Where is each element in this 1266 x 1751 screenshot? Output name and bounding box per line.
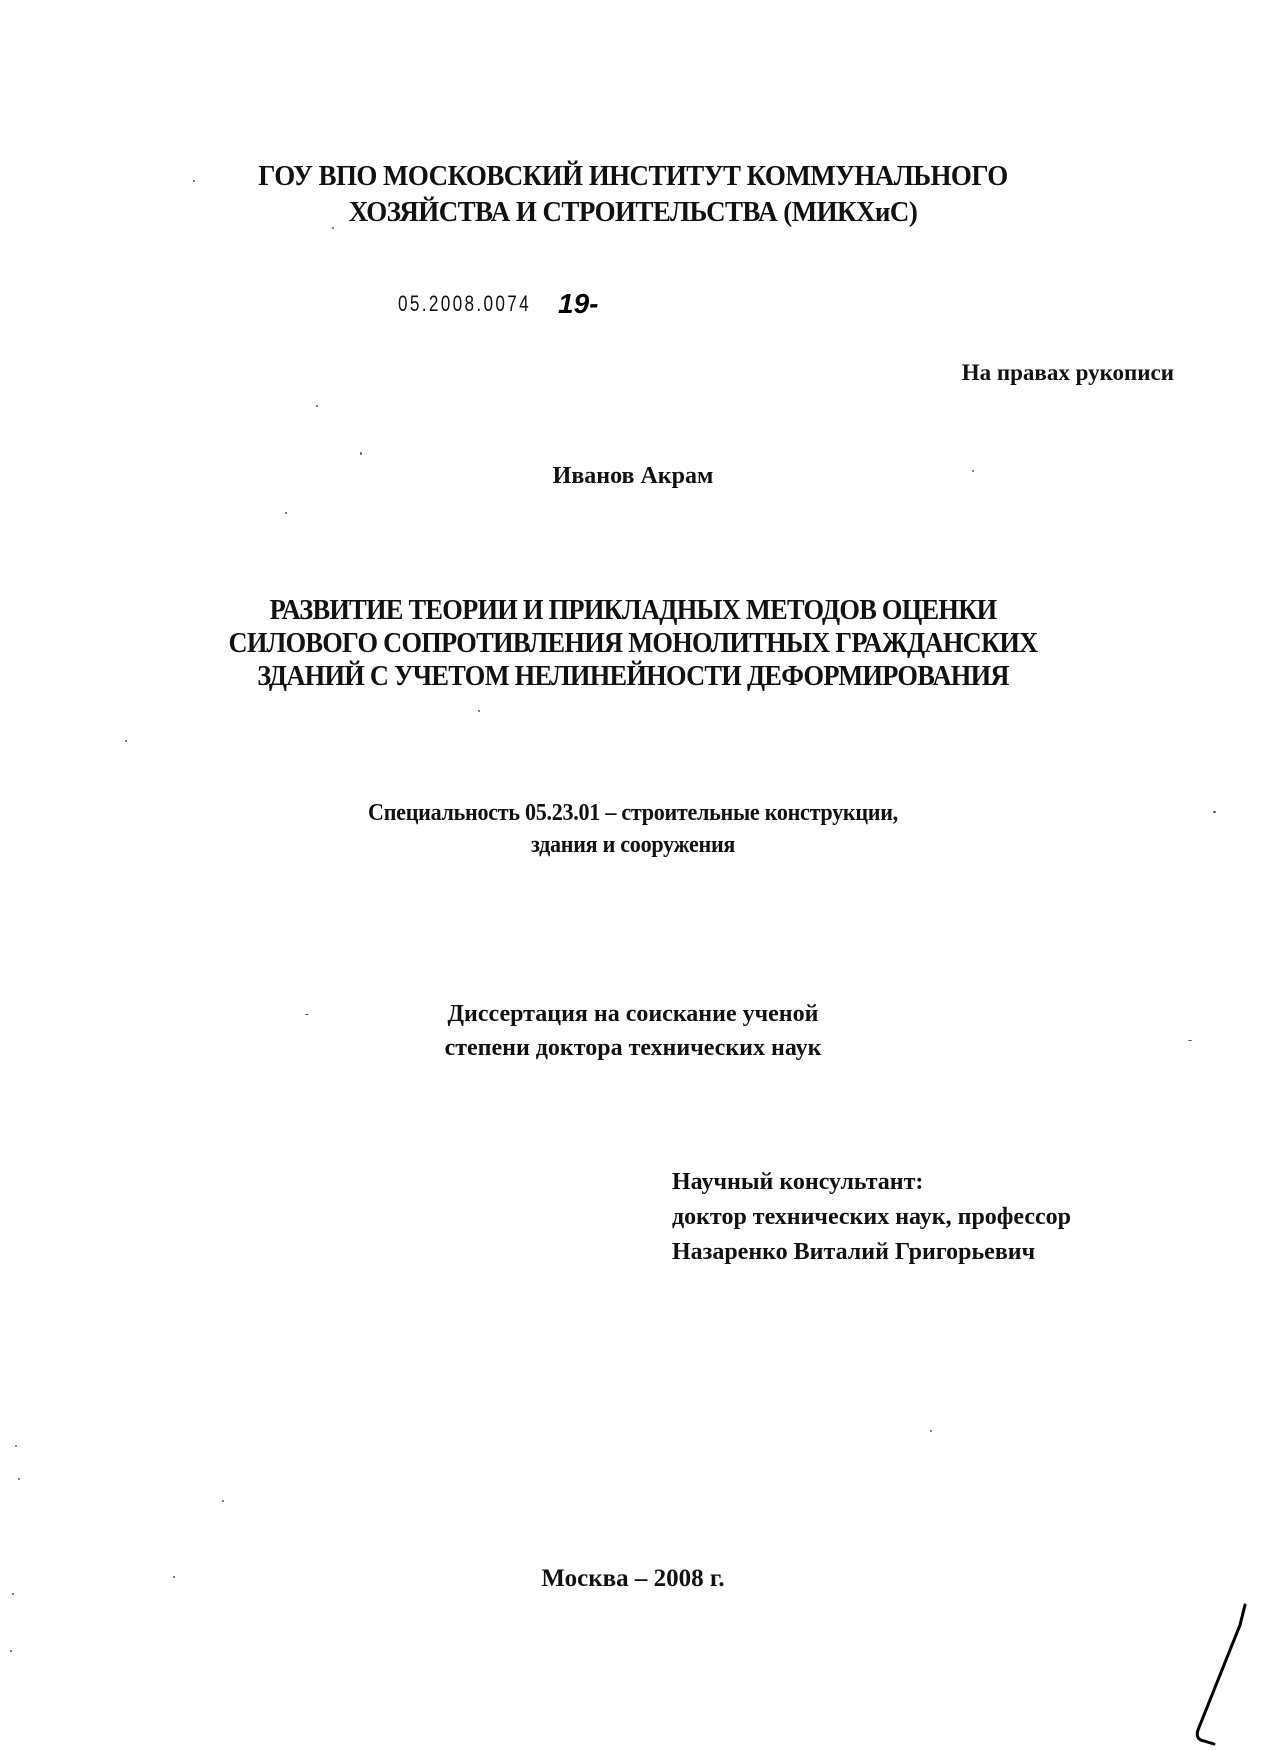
author-name: Иванов Акрам bbox=[552, 463, 714, 489]
scan-speck bbox=[478, 710, 480, 712]
specialty-line-2: здания и сооружения bbox=[530, 832, 736, 858]
scan-speck bbox=[1213, 811, 1216, 813]
scan-speck bbox=[12, 1593, 14, 1595]
dissertation-line-2: степени доктора технических наук bbox=[444, 1035, 822, 1061]
dissertation-title bbox=[57, 594, 1209, 693]
institution-line-1: ГОУ ВПО МОСКОВСКИЙ ИНСТИТУТ КОММУНАЛЬНОГО bbox=[258, 160, 1008, 192]
scan-speck bbox=[332, 227, 334, 229]
scientific-consultant bbox=[672, 1165, 1071, 1270]
registration-handwritten-suffix: 19- bbox=[558, 288, 599, 319]
scan-speck bbox=[15, 1445, 17, 1447]
title-line-1: РАЗВИТИЕ ТЕОРИИ И ПРИКЛАДНЫХ МЕТОДОВ ОЦЕНКИ bbox=[269, 594, 997, 626]
specialty bbox=[51, 797, 1216, 861]
consultant-label: Научный консультант: bbox=[672, 1169, 924, 1195]
scan-speck bbox=[10, 1650, 12, 1652]
city-year: Москва – 2008 г. bbox=[541, 1565, 725, 1592]
registration-number: 05.2008.0074 bbox=[398, 291, 532, 316]
institution-name bbox=[44, 158, 1221, 230]
specialty-line-1: Специальность 05.23.01 – строительные конструкции, bbox=[368, 800, 898, 826]
scan-speck bbox=[972, 470, 974, 472]
institution-line-2: ХОЗЯЙСТВА И СТРОИТЕЛЬСТВА (МИКХиС) bbox=[348, 196, 918, 228]
dissertation-line-1: Диссертация на соискание ученой bbox=[447, 1001, 819, 1027]
consultant-degree: доктор технических наук, профессор bbox=[672, 1204, 1072, 1230]
scan-speck bbox=[360, 452, 362, 455]
manuscript-rights-label: На правах рукописи bbox=[961, 360, 1174, 385]
scan-speck bbox=[193, 180, 195, 182]
dissertation-degree bbox=[0, 997, 1266, 1065]
scan-speck bbox=[316, 405, 318, 407]
scan-speck bbox=[18, 1478, 20, 1480]
scan-speck bbox=[305, 1014, 309, 1015]
scan-speck bbox=[1188, 1040, 1192, 1041]
scan-speck bbox=[173, 1576, 175, 1578]
scan-speck bbox=[285, 512, 287, 514]
title-line-3: ЗДАНИЙ С УЧЕТОМ НЕЛИНЕЙНОСТИ ДЕФОРМИРОВАНИЯ bbox=[257, 660, 1009, 692]
scan-speck bbox=[222, 1500, 224, 1502]
consultant-name: Назаренко Виталий Григорьевич bbox=[672, 1239, 1036, 1265]
scan-speck bbox=[125, 740, 127, 742]
pen-stroke-mark bbox=[1190, 1600, 1250, 1750]
title-line-2: СИЛОВОГО СОПРОТИВЛЕНИЯ МОНОЛИТНЫХ ГРАЖДАНСКИХ bbox=[228, 627, 1038, 659]
scan-speck bbox=[930, 1430, 932, 1432]
